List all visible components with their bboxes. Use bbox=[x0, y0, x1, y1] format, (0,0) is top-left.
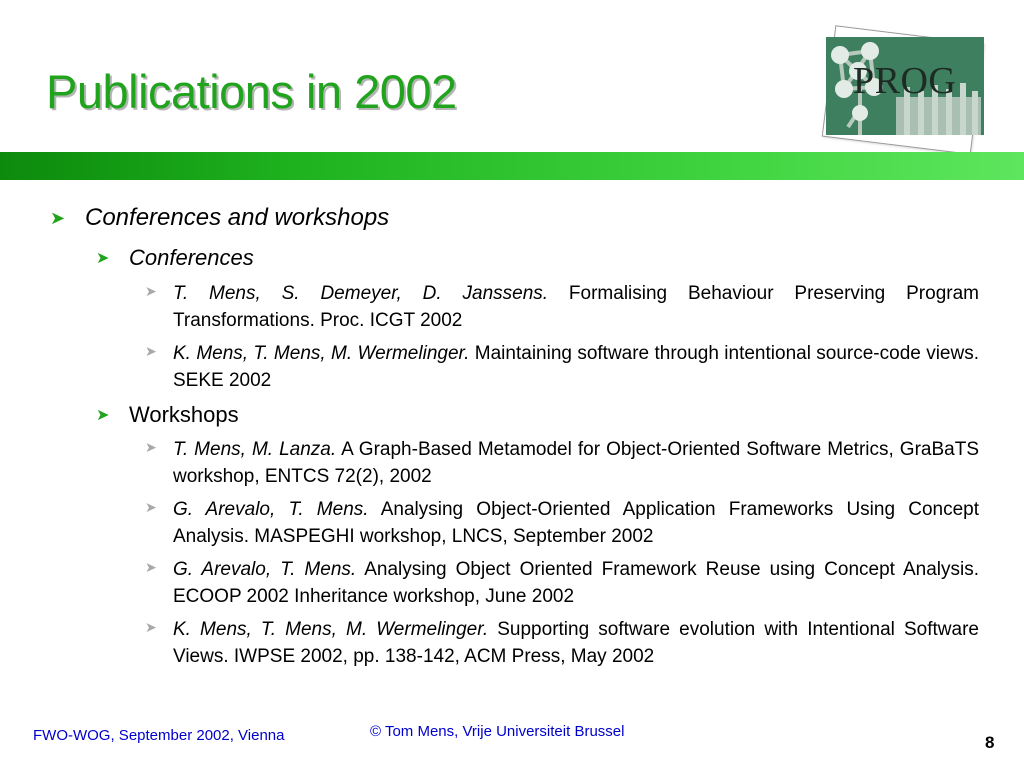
footer-event: FWO-WOG, September 2002, Vienna bbox=[33, 727, 285, 744]
arrow-bullet-icon: ➤ bbox=[96, 407, 110, 424]
arrow-bullet-icon: ➤ bbox=[96, 250, 110, 267]
page-number: 8 bbox=[985, 733, 995, 752]
slide-title: Publications in 2002 bbox=[46, 65, 457, 118]
publication-text bbox=[173, 556, 979, 610]
publication-details: Analysing Object-Oriented Application Frameworks Using Concept Analysis. MASPEGHI workshop, LNCS, September 2002 bbox=[173, 499, 979, 547]
logo-text: PROG bbox=[853, 60, 957, 102]
green-header-bar bbox=[0, 152, 1024, 180]
arrow-bullet-icon: ➤ bbox=[145, 559, 157, 575]
logo-image bbox=[826, 37, 984, 135]
section-label: Conferences and workshops bbox=[85, 204, 390, 231]
publication-item bbox=[145, 616, 979, 670]
publication-authors: T. Mens, M. Lanza. bbox=[173, 439, 337, 460]
publication-item bbox=[145, 280, 979, 334]
publication-details: Supporting software evolution with Intentional Software Views. IWPSE 2002, pp. 138-142, ACM Press, May 2002 bbox=[173, 619, 979, 667]
publication-item bbox=[145, 496, 979, 550]
arrow-bullet-icon: ➤ bbox=[145, 499, 157, 515]
publication-text bbox=[173, 616, 979, 670]
arrow-bullet-icon: ➤ bbox=[145, 283, 157, 299]
publication-text bbox=[173, 280, 979, 334]
publication-details: A Graph-Based Metamodel for Object-Oriented Software Metrics, GraBaTS workshop, ENTCS 72(2), 2002 bbox=[173, 439, 979, 487]
publication-text bbox=[173, 436, 979, 490]
publication-authors: G. Arevalo, T. Mens. bbox=[173, 499, 369, 520]
publication-authors: K. Mens, T. Mens, M. Wermelinger. bbox=[173, 619, 489, 640]
publication-details: Analysing Object Oriented Framework Reuse using Concept Analysis. ECOOP 2002 Inheritance workshop, June 2002 bbox=[173, 559, 979, 607]
publication-authors: K. Mens, T. Mens, M. Wermelinger. bbox=[173, 343, 470, 364]
arrow-bullet-icon: ➤ bbox=[145, 343, 157, 359]
publication-item bbox=[145, 436, 979, 490]
publication-details: Maintaining software through intentional source-code views. SEKE 2002 bbox=[173, 343, 979, 391]
publication-item bbox=[145, 556, 979, 610]
publication-details: Formalising Behaviour Preserving Program Transformations. Proc. ICGT 2002 bbox=[173, 283, 979, 331]
subsection-label: Workshops bbox=[129, 402, 239, 427]
arrow-bullet-icon: ➤ bbox=[145, 619, 157, 635]
subsection-label: Conferences bbox=[129, 245, 254, 270]
prog-logo bbox=[818, 24, 996, 152]
publication-text bbox=[173, 496, 979, 550]
publication-authors: G. Arevalo, T. Mens. bbox=[173, 559, 357, 580]
arrow-bullet-icon: ➤ bbox=[145, 439, 157, 455]
footer-copyright: © Tom Mens, Vrije Universiteit Brussel bbox=[370, 723, 625, 740]
publication-text bbox=[173, 340, 979, 394]
publication-authors: T. Mens, S. Demeyer, D. Janssens. bbox=[173, 283, 549, 304]
arrow-bullet-icon: ➤ bbox=[50, 208, 66, 228]
publication-item bbox=[145, 340, 979, 394]
